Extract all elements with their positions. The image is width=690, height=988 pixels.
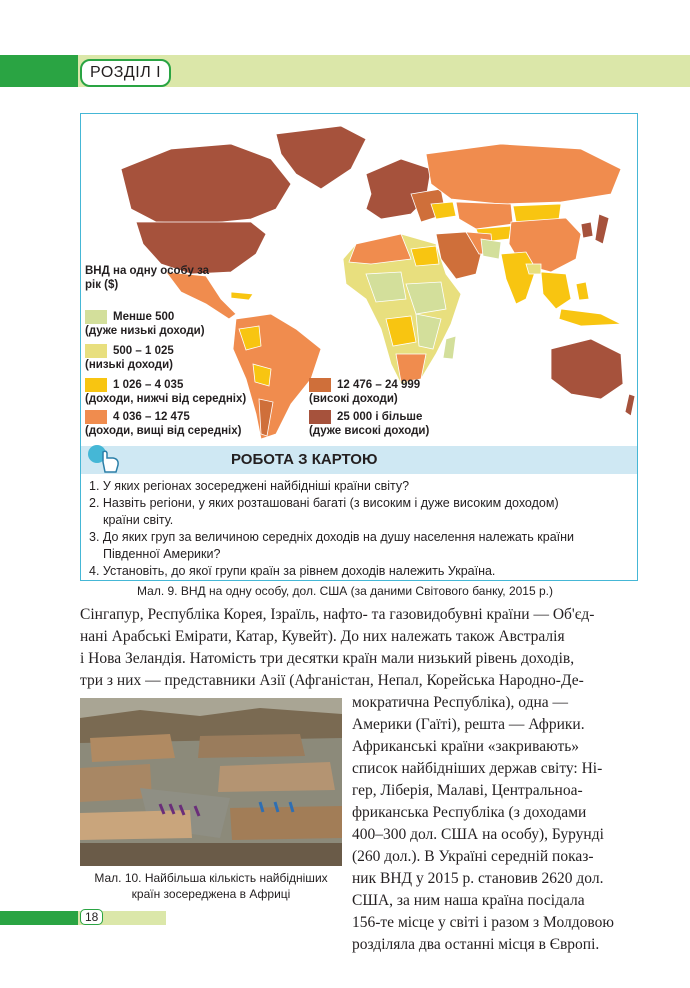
legend-range-very-low: Менше 500 [113,311,175,323]
text-line-3: і Нова Зеландія. Натомість три десятки країн мали низький рівень доходів, [80,650,575,667]
side-line-9: ник ВНД у 2015 р. становив 2620 дол. [352,870,604,887]
side-line-2: Америки (Гаїті), решта — Африки. [352,716,585,733]
footer-green-bar [0,911,78,925]
question-2: 2. Назвіть регіони, у яких розташовані багаті (з високим і дуже високим доходом) [89,496,559,510]
question-1: 1. У яких регіонах зосереджені найбідніші країни світу? [89,479,410,493]
header-green-bar [0,55,78,87]
legend-range-very-high: 25 000 і більше [337,411,423,423]
question-3-cont: Південної Америки? [103,547,221,561]
legend-range-low: 500 – 1 025 [113,345,174,357]
question-4: 4. Установіть, до якої групи країн за рівнем доходів належить Україна. [89,564,496,578]
legend-swatch-upper-middle [85,410,107,424]
question-3: 3. До яких груп за величиною середніх доходів на душу населення належать країни [89,530,575,544]
side-line-7: 400–300 дол. США на особу), Бурунді [352,826,604,843]
side-line-5: гер, Ліберія, Малаві, Центральноа- [352,782,583,799]
legend-swatch-very-low [85,310,107,324]
hand-pointer-icon [87,442,123,474]
photo-caption: Мал. 10. Найбільша кількість найбідніших країн зосереджена в Африці [94,871,328,901]
side-line-10: США, за ним наша країна посідала [352,892,585,909]
legend-desc-very-low: (дуже низькі доходи) [85,325,205,337]
legend-swatch-lower-middle [85,378,107,392]
map-figure [80,113,638,581]
legend-desc-low: (низькі доходи) [85,359,173,371]
legend-range-high: 12 476 – 24 999 [337,379,421,391]
slum-photo [80,698,342,866]
side-line-11: 156-те місце у світі і разом з Молдовою [352,914,614,931]
question-2-cont: країни світу. [103,513,174,527]
task-title: РОБОТА З КАРТОЮ [231,451,378,468]
side-line-12: розділяла два останні місця в Європі. [352,936,600,953]
legend-range-lower-middle: 1 026 – 4 035 [113,379,184,391]
legend-desc-very-high: (дуже високі доходи) [309,425,430,437]
text-line-4: три з них — представники Азії (Афганістан, Непал, Корейська Народно-Де- [80,672,584,689]
legend-swatch-very-high [309,410,331,424]
legend-range-upper-middle: 4 036 – 12 475 [113,411,190,423]
side-line-6: фриканська Республіка (з доходами [352,804,587,821]
text-line-2: нані Арабські Емірати, Катар, Кувейт). До них належать також Австралія [80,628,565,645]
legend-desc-lower-middle: (доходи, нижчі від середніх) [85,393,247,405]
legend-desc-high: (високі доходи) [309,393,398,405]
page-number: 18 [80,909,103,925]
legend-desc-upper-middle: (доходи, вищі від середніх) [85,425,242,437]
text-line-1: Сінгапур, Республіка Корея, Ізраїль, нафто- та газовидобувні країни — Об'єд- [80,606,595,623]
side-line-8: (260 дол.). В Україні середній показ- [352,848,594,865]
side-line-4: список найбідніших держав світу: Ні- [352,760,603,777]
side-line-3: Африканські країни «закривають» [352,738,580,755]
legend-swatch-low [85,344,107,358]
legend-swatch-high [309,378,331,392]
side-line-1: мократична Республіка), одна — [352,694,569,711]
section-label: РОЗДІЛ I [80,59,171,87]
map-caption: Мал. 9. ВНД на одну особу, дол. США (за даними Світового банку, 2015 р.) [137,584,553,598]
legend-title: ВНД на одну особу за рік ($) [85,265,210,291]
